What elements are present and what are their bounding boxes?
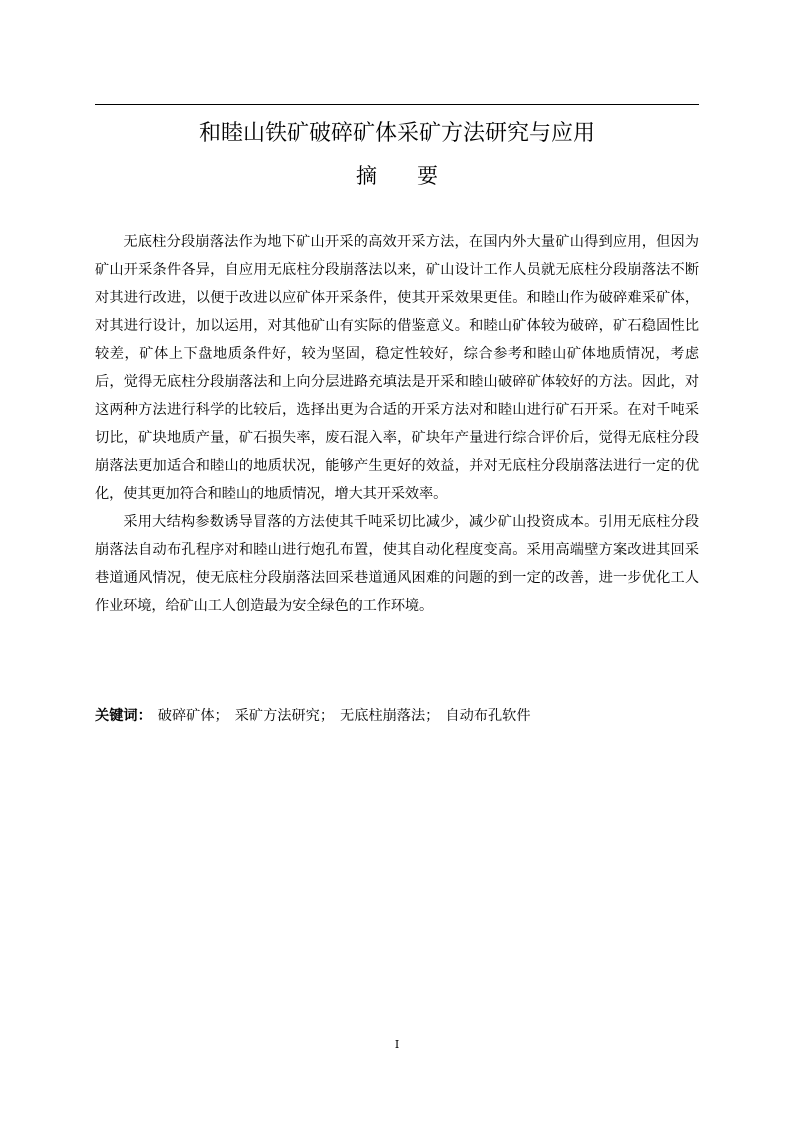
- abstract-paragraph-2: 采用大结构参数诱导冒落的方法使其千吨采切比减少，减少矿山投资成本。引用无底柱分段崩落法自动布孔程序对和睦山进行炮孔布置，使其自动化程度变高。采用高端壁方案改进其回采巷道通风情况，使无底柱分段崩落法回采巷道通风困难的问题的到一定的改善，进一步优化工人作业环境，给矿山工人创造最为安全绿色的工作环境。: [95, 514, 699, 614]
- header-rule: [95, 104, 699, 105]
- keyword-item: 采矿方法研究；: [234, 708, 335, 724]
- page-number: I: [394, 1038, 400, 1051]
- abstract-body: [95, 228, 699, 620]
- keywords-line: [95, 702, 699, 730]
- keywords-label: 关键词：: [95, 708, 152, 724]
- document-title: 和睦山铁矿破碎矿体采矿方法研究与应用: [198, 121, 595, 146]
- keyword-item: 无底柱崩落法；: [340, 708, 440, 724]
- keyword-item: 破碎矿体；: [157, 708, 229, 724]
- abstract-paragraph-1: 无底柱分段崩落法作为地下矿山开采的高效开采方法，在国内外大量矿山得到应用，但因为矿山开采条件各异，自应用无底柱分段崩落法以来，矿山设计工作人员就无底柱分段崩落法不断对其进行改进，以便于改进以应矿体开采条件，使其开采效果更佳。和睦山作为破碎难采矿体，对其进行设计，加以运用，对其他矿山有实际的借鉴意义。和睦山矿体较为破碎，矿石稳固性比较差，矿体上下盘地质条件好，较为坚固，稳定性较好，综合参考和睦山矿体地质情况，考虑后，觉得无底柱分段崩落法和上向分层进路充填法是开采和睦山破碎矿体较好的方法。因此，对这两种方法进行科学的比较后，选择出更为合适的开采方法对和睦山进行矿石开采。在对千吨采切比，矿块地质产量，矿石损失率，废石混入率，矿块年产量进行综合评价后，觉得无底柱分段崩落法更加适合和睦山的地质状况，能够产生更好的效益，并对无底柱分段崩落法进行一定的优化，使其更加符合和睦山的地质情况，增大其开采效率。: [95, 234, 699, 502]
- keyword-item: 自动布孔软件: [445, 708, 531, 724]
- abstract-heading: 摘 要: [355, 164, 439, 188]
